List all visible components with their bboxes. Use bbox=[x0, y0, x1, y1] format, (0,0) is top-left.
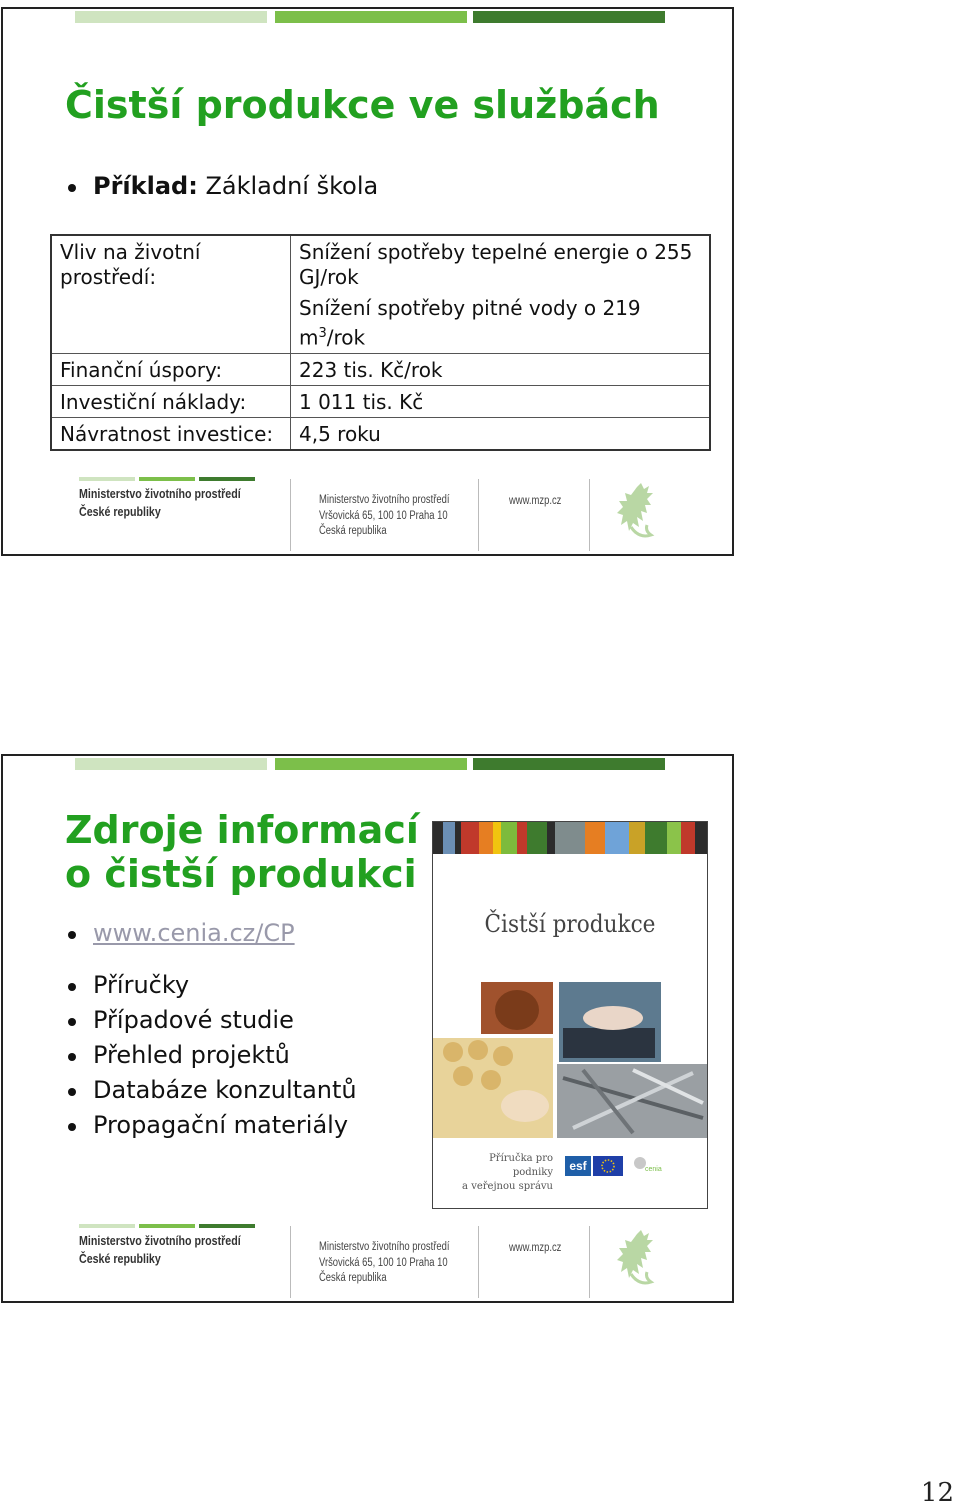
cover-photos bbox=[433, 978, 708, 1138]
ministry-name-1: Ministerstvo životního prostředí bbox=[79, 486, 241, 501]
list-item bbox=[65, 916, 295, 951]
cenia-link[interactable]: www.cenia.cz/CP bbox=[93, 919, 295, 947]
ministry-address bbox=[319, 1240, 450, 1287]
table-cell-value bbox=[291, 292, 711, 353]
ministry-address bbox=[319, 493, 450, 540]
address-line: Česká republika bbox=[319, 525, 387, 537]
handbook-cover bbox=[432, 821, 708, 1209]
title-line-2: o čistší produkci bbox=[65, 852, 417, 896]
cover-title: Čistší produkce bbox=[484, 910, 656, 938]
title-line-1: Zdroje informací bbox=[65, 808, 419, 852]
top-bar-light bbox=[75, 758, 267, 770]
top-bar-dark bbox=[473, 11, 665, 23]
address-line: Vršovická 65, 100 10 Praha 10 bbox=[319, 1256, 448, 1269]
table-row bbox=[51, 385, 710, 417]
ministry-logo-bars bbox=[79, 1224, 255, 1228]
table-cell-label: Vliv na životní prostředí: bbox=[51, 235, 291, 292]
cover-subtitle-line: Příručka pro podniky bbox=[489, 1153, 553, 1178]
czech-lion-icon bbox=[611, 481, 667, 545]
ministry-website: www.mzp.cz bbox=[509, 495, 562, 507]
footer-divider bbox=[290, 479, 291, 551]
example-label: Příklad: bbox=[93, 172, 198, 200]
footer-divider bbox=[478, 479, 479, 551]
cover-subtitle bbox=[455, 1152, 553, 1194]
footer-divider bbox=[290, 1226, 291, 1298]
cenia-label: cenia bbox=[645, 1166, 662, 1173]
water-text: Snížení spotřeby pitné vody o 219 m bbox=[299, 296, 641, 350]
ministry-name-2: České republiky bbox=[79, 504, 161, 519]
table-cell-value: 223 tis. Kč/rok bbox=[291, 353, 711, 385]
slide-title: Čistší produkce ve službách bbox=[65, 83, 660, 127]
esf-logo bbox=[565, 1156, 591, 1176]
address-line: Ministerstvo životního prostředí bbox=[319, 494, 450, 506]
cover-color-strip bbox=[433, 822, 708, 854]
ministry-logo-bars bbox=[79, 477, 255, 481]
address-line: Vršovická 65, 100 10 Praha 10 bbox=[319, 509, 448, 522]
slide-1 bbox=[1, 7, 734, 556]
list-item: Přehled projektů bbox=[65, 1038, 357, 1073]
slide-footer bbox=[3, 1220, 732, 1301]
footer-divider bbox=[589, 1226, 590, 1298]
czech-lion-icon bbox=[611, 1228, 667, 1292]
table-cell-value: 4,5 roku bbox=[291, 417, 711, 450]
list-item bbox=[65, 169, 378, 204]
address-line: Česká republika bbox=[319, 1272, 387, 1284]
table-cell-label: Investiční náklady: bbox=[51, 385, 291, 417]
table-cell-label: Finanční úspory: bbox=[51, 353, 291, 385]
table-row bbox=[51, 353, 710, 385]
cover-subtitle-line: a veřejnou správu bbox=[462, 1181, 553, 1192]
table-cell-value: Snížení spotřeby tepelné energie o 255 GJ/rok bbox=[291, 235, 711, 292]
eu-flag-icon bbox=[593, 1156, 623, 1176]
table-cell-value: 1 011 tis. Kč bbox=[291, 385, 711, 417]
slide-footer bbox=[3, 473, 732, 554]
table-cell-label: Návratnost investice: bbox=[51, 417, 291, 450]
table-cell-label bbox=[51, 292, 291, 353]
top-bar-light bbox=[75, 11, 267, 23]
list-item: Příručky bbox=[65, 968, 357, 1003]
link-list bbox=[65, 916, 295, 951]
table-row bbox=[51, 417, 710, 450]
table-row bbox=[51, 292, 710, 353]
top-bar-mid bbox=[275, 758, 467, 770]
table-row bbox=[51, 235, 710, 292]
esf-label: esf bbox=[569, 1159, 587, 1173]
ministry-name-1: Ministerstvo životního prostředí bbox=[79, 1233, 241, 1248]
list-item: Případové studie bbox=[65, 1003, 357, 1038]
list-item: Databáze konzultantů bbox=[65, 1073, 357, 1108]
slide-2 bbox=[1, 754, 734, 1303]
cubic-sup: 3 bbox=[318, 326, 327, 341]
slide-title bbox=[65, 808, 419, 896]
list-item: Propagační materiály bbox=[65, 1108, 357, 1143]
page-number: 12 bbox=[920, 1478, 954, 1508]
ministry-website: www.mzp.cz bbox=[509, 1242, 562, 1254]
ministry-name-2: České republiky bbox=[79, 1251, 161, 1266]
results-table bbox=[50, 234, 711, 451]
resources-list bbox=[65, 968, 357, 1143]
top-bar-dark bbox=[473, 758, 665, 770]
ministry-logo bbox=[79, 1232, 241, 1268]
footer-divider bbox=[478, 1226, 479, 1298]
footer-divider bbox=[589, 479, 590, 551]
address-line: Ministerstvo životního prostředí bbox=[319, 1241, 450, 1253]
ministry-logo bbox=[79, 485, 241, 521]
example-bullet bbox=[65, 169, 378, 204]
top-bar-mid bbox=[275, 11, 467, 23]
water-unit: /rok bbox=[326, 325, 366, 350]
example-text: Základní škola bbox=[197, 172, 379, 200]
